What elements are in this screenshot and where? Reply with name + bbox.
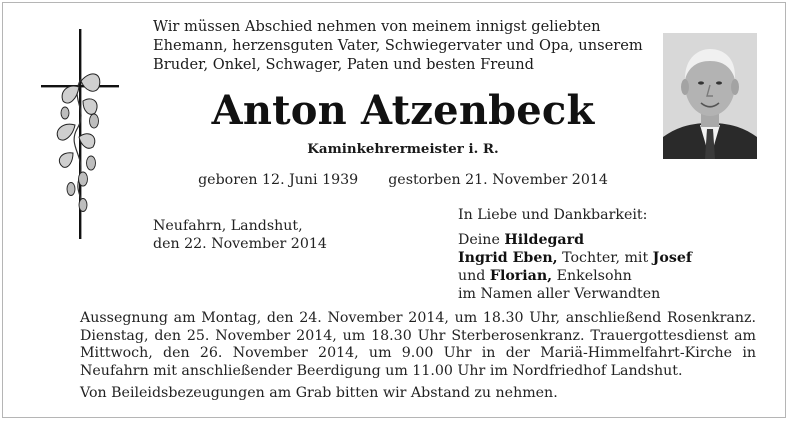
intro-text: Wir müssen Abschied nehmen von meinem innigst geliebten Ehemann, herzensguten Vater, Schwiegervater und Opa, unserem Bruder, Onkel, Schwager, Paten und besten Freund xyxy=(153,18,643,73)
mourner-name: Josef xyxy=(652,250,692,266)
deceased-title: Kaminkehrermeister i. R. xyxy=(307,141,499,157)
death-date: gestorben 21. November 2014 xyxy=(388,172,608,188)
mourner-line-3 xyxy=(458,267,758,285)
mourner-line-2 xyxy=(458,249,758,267)
mourners-block xyxy=(458,206,758,303)
mourner-name: Hildegard xyxy=(504,232,584,248)
portrait-photo xyxy=(663,33,757,159)
place-line: Neufahrn, Landshut, xyxy=(153,218,303,234)
mourner-name: Florian, xyxy=(489,268,553,284)
mourner-name: Ingrid Eben, xyxy=(458,250,558,266)
life-dates xyxy=(153,170,653,190)
mourner-line-4: im Namen aller Verwandten xyxy=(458,286,661,302)
service-details: Aussegnung am Montag, den 24. November 2014, um 18.30 Uhr, anschließend Rosenkranz. Dienstag, den 25. November 2014, um 18.30 Uhr Sterberosenkranz. Trauergottesdienst am Mittwoch, den 26. November 2014, um 9.00 Uhr in der Mariä-Himmelfahrt-Kirche in Neufahrn mit anschließender Beerdigung um 11.00 Uhr im Nordfriedhof Landshut. xyxy=(80,310,756,379)
deceased-name: Anton Atzenbeck xyxy=(211,87,595,134)
closing-note: Von Beileidsbezeugungen am Grab bitten wir Abstand zu nehmen. xyxy=(80,385,558,401)
mourner-text: Enkelsohn xyxy=(552,268,632,284)
mourners-heading: In Liebe und Dankbarkeit: xyxy=(458,207,648,223)
mourner-line-1 xyxy=(458,231,758,249)
date-line: den 22. November 2014 xyxy=(153,236,327,252)
cross-with-hops-icon xyxy=(39,29,125,239)
place-and-date xyxy=(153,217,403,253)
mourner-text: Deine xyxy=(458,232,505,248)
mourner-text: Tochter, mit xyxy=(557,250,653,266)
mourner-text: und xyxy=(458,268,490,284)
obituary-notice xyxy=(2,2,786,418)
birth-date: geboren 12. Juni 1939 xyxy=(198,172,359,188)
